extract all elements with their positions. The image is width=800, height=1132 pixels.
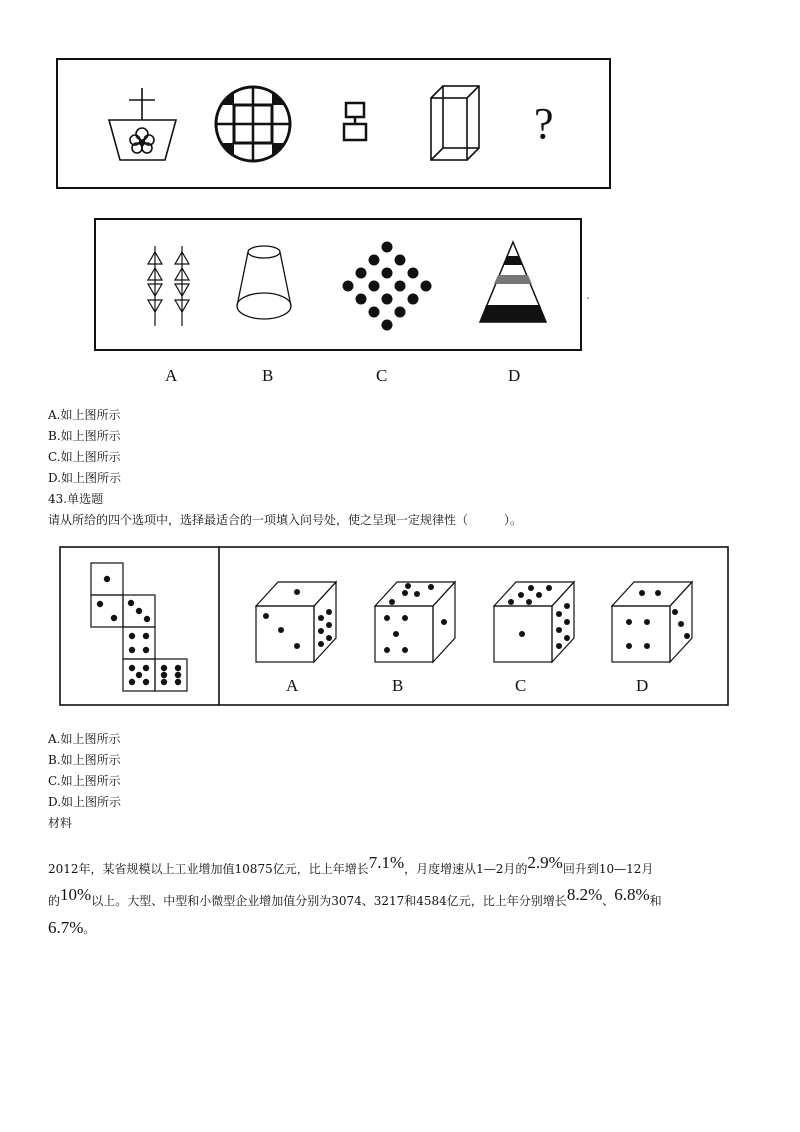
material-text: 2012年，某省规模以上工业增加值10875亿元，比上年增长 (48, 862, 369, 876)
dice-option-b[interactable] (375, 582, 455, 662)
cube-net-icon (91, 563, 187, 691)
material-value: 6.8% (614, 885, 650, 904)
truncated-cone-icon (237, 246, 291, 319)
material-value: 10% (60, 885, 92, 904)
material-text: 的 (48, 894, 61, 908)
q42-option-b[interactable]: B.如上图所示 (48, 429, 121, 443)
material-value: 8.2% (566, 885, 603, 904)
question-mark: ? (534, 99, 554, 148)
material-heading: 材料 (48, 816, 73, 830)
material-text: 以上。大型、中型和小微型企业增加值分别为3074、3217和4584亿元，比上年分别增长 (91, 894, 567, 908)
material-value: 2.9% (527, 853, 563, 872)
q43-option-d[interactable]: D.如上图所示 (48, 795, 122, 809)
options-figure (94, 218, 594, 352)
material-value: 7.1% (368, 853, 405, 872)
dice-letter-b: B (392, 676, 404, 695)
q43-prompt: 请从所给的四个选项中，选择最适合的一项填入问号处，使之呈现一定规律性（ ）。 (48, 513, 523, 527)
q43-option-c[interactable]: C.如上图所示 (48, 774, 121, 788)
material-text: 和 (649, 894, 662, 908)
material-text: ，月度增速从1—2月的 (404, 862, 528, 876)
cube-icon (431, 86, 479, 160)
arrow-chains-icon (148, 246, 189, 326)
q42-option-a[interactable]: A.如上图所示 (48, 408, 121, 422)
circle-grid-icon (216, 87, 290, 161)
dice-option-c[interactable] (494, 582, 574, 662)
dice-option-d[interactable] (612, 582, 692, 662)
q42-option-d[interactable]: D.如上图所示 (48, 471, 122, 485)
stacked-rectangles-icon (344, 103, 366, 140)
dice-letter-a: A (286, 676, 299, 695)
striped-triangle-icon (480, 242, 546, 322)
option-letter-c: C (376, 366, 388, 385)
q42-option-c[interactable]: C.如上图所示 (48, 450, 121, 464)
material-text: 。 (83, 922, 96, 936)
material-text: 、 (602, 894, 615, 908)
material-text: 回升到10—12月 (562, 862, 654, 876)
dice-letter-c: C (515, 676, 527, 695)
trapezoid-flower-icon (109, 88, 176, 160)
option-letter-d: D (508, 366, 521, 385)
dot-diamond-icon (343, 242, 432, 331)
option-letter-a: A (165, 366, 178, 385)
dice-option-a[interactable] (256, 582, 336, 662)
sequence-figure (56, 58, 612, 190)
material-value: 6.7% (48, 918, 84, 937)
q43-option-a[interactable]: A.如上图所示 (48, 732, 121, 746)
option-letter-b: B (262, 366, 274, 385)
dice-letter-d: D (636, 676, 649, 695)
q43-number: 43.单选题 (48, 492, 104, 506)
q43-option-b[interactable]: B.如上图所示 (48, 753, 121, 767)
